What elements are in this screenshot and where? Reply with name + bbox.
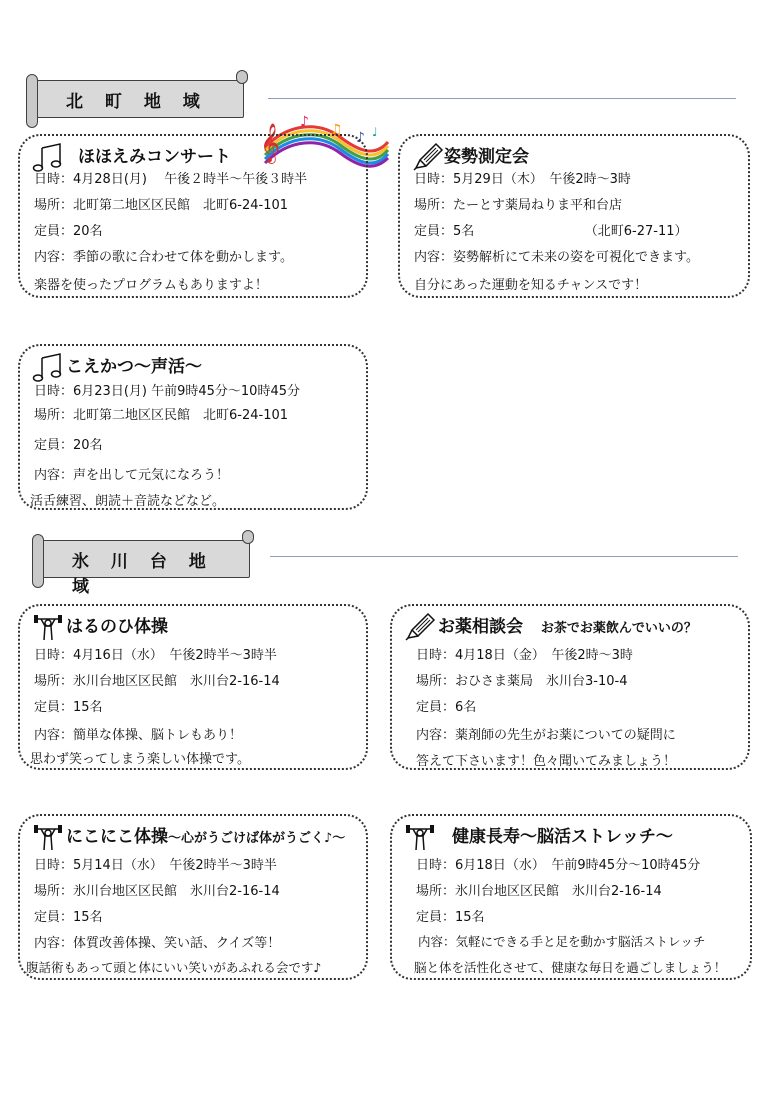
event-subtitle: ～心がうごけば体がうごく♪～ bbox=[168, 831, 346, 846]
event-capacity: 定員：20名 bbox=[34, 438, 103, 453]
svg-text:♪: ♪ bbox=[356, 130, 365, 146]
event-capacity: 定員：15名 bbox=[34, 910, 103, 925]
event-card-nikoniko-exercise bbox=[18, 814, 368, 980]
event-location: 場所：北町第二地区区民館 北町6-24-101 bbox=[34, 408, 289, 423]
event-title: 姿勢測定会 bbox=[444, 147, 529, 167]
event-card-posture-measurement bbox=[398, 134, 750, 298]
section-title: 氷 川 台 地 域 bbox=[72, 552, 214, 597]
event-capacity: 定員：15名 bbox=[416, 910, 485, 925]
weightlifter-icon bbox=[404, 822, 436, 852]
event-description-extra: 楽器を使ったプログラムもありますよ！ bbox=[34, 278, 268, 293]
event-datetime: 日時：6月23日(月) 午前9時45分～10時45分 bbox=[34, 384, 300, 399]
event-title bbox=[438, 612, 697, 637]
event-datetime: 日時：5月29日（木） 午後2時～3時 bbox=[414, 172, 631, 187]
section-banner-kitamachi bbox=[20, 74, 244, 118]
event-title: 健康長寿～脳活ストレッチ～ bbox=[452, 827, 673, 847]
event-title-main: お薬相談会 bbox=[438, 617, 523, 637]
event-location: 場所：たーとす薬局ねりま平和台店 bbox=[414, 198, 623, 213]
weightlifter-icon bbox=[32, 822, 64, 852]
event-description: 内容：簡単な体操、脳トレもあり！ bbox=[34, 728, 243, 743]
event-title: ほほえみコンサート bbox=[78, 147, 231, 167]
event-datetime: 日時：5月14日（水） 午後2時半～3時半 bbox=[34, 858, 277, 873]
event-location: 場所：氷川台地区区民館 氷川台2-16-14 bbox=[34, 884, 280, 899]
svg-text:𝄞: 𝄞 bbox=[260, 123, 281, 163]
event-title: こえかつ～声活～ bbox=[66, 357, 202, 377]
svg-text:♫: ♫ bbox=[330, 122, 343, 138]
event-title bbox=[66, 822, 345, 847]
event-capacity: 定員：5名 （北町6-27-11） bbox=[414, 224, 688, 239]
event-card-medicine-consultation bbox=[390, 604, 750, 770]
event-description-extra: 活舌練習、朗読＋音読などなど。 bbox=[30, 494, 226, 509]
weightlifter-icon bbox=[32, 612, 64, 642]
event-card-kenko-choju bbox=[390, 814, 752, 980]
event-capacity: 定員：15名 bbox=[34, 700, 103, 715]
section-title: 北 町 地 域 bbox=[66, 92, 208, 112]
pencil-icon bbox=[404, 612, 436, 642]
event-description-extra: 脳と体を活性化させて、健康な毎日を過ごしましょう！ bbox=[414, 960, 727, 975]
event-description: 内容：気軽にできる手と足を動かす脳活ストレッチ bbox=[418, 934, 706, 949]
event-description-extra: 答えて下さいます！色々聞いてみましょう！ bbox=[416, 754, 677, 769]
event-description: 内容：体質改善体操、笑い話、クイズ等！ bbox=[34, 936, 281, 951]
event-title: はるのひ体操 bbox=[66, 617, 168, 637]
event-description: 内容：声を出して元気になろう！ bbox=[34, 468, 230, 483]
event-location: 場所：氷川台地区区民館 氷川台2-16-14 bbox=[34, 674, 280, 689]
event-datetime: 日時：6月18日（水） 午前9時45分～10時45分 bbox=[416, 858, 701, 873]
event-title-main: にこにこ体操 bbox=[66, 827, 168, 847]
event-location: 場所：おひさま薬局 氷川台3-10-4 bbox=[416, 674, 628, 689]
divider-line bbox=[270, 556, 738, 557]
event-datetime: 日時：4月18日（金） 午後2時～3時 bbox=[416, 648, 633, 663]
event-subtitle: お茶でお薬飲んでいいの？ bbox=[540, 621, 697, 636]
svg-text:♩: ♩ bbox=[372, 125, 378, 139]
event-datetime: 日時：4月16日（水） 午後2時半～3時半 bbox=[34, 648, 277, 663]
svg-text:♪: ♪ bbox=[300, 114, 309, 130]
event-datetime: 日時：4月28日(月) 午後２時半～午後３時半 bbox=[34, 172, 308, 187]
event-card-hohoemi-concert bbox=[18, 134, 368, 298]
event-description: 内容：薬剤師の先生がお薬についての疑問に bbox=[416, 728, 676, 743]
event-capacity: 定員：6名 bbox=[416, 700, 477, 715]
event-description: 内容：姿勢解析にて未来の姿を可視化できます。 bbox=[414, 250, 699, 265]
event-description-extra: 思わず笑ってしまう楽しい体操です。 bbox=[30, 752, 250, 767]
event-location: 場所：氷川台地区区民館 氷川台2-16-14 bbox=[416, 884, 662, 899]
section-banner-hikawadai bbox=[26, 534, 250, 597]
divider-line bbox=[268, 98, 736, 99]
event-card-koekatsu bbox=[18, 344, 368, 510]
event-capacity: 定員：20名 bbox=[34, 224, 103, 239]
event-card-harunohi-exercise bbox=[18, 604, 368, 770]
event-description-extra: 自分にあった運動を知るチャンスです！ bbox=[414, 278, 648, 293]
event-location: 場所：北町第二地区区民館 北町6-24-101 bbox=[34, 198, 289, 213]
music-note-icon bbox=[32, 352, 64, 382]
event-description: 内容：季節の歌に合わせて体を動かします。 bbox=[34, 250, 293, 265]
event-description-extra: 腹話術もあって頭と体にいい笑いがあふれる会です♪ bbox=[26, 960, 322, 975]
